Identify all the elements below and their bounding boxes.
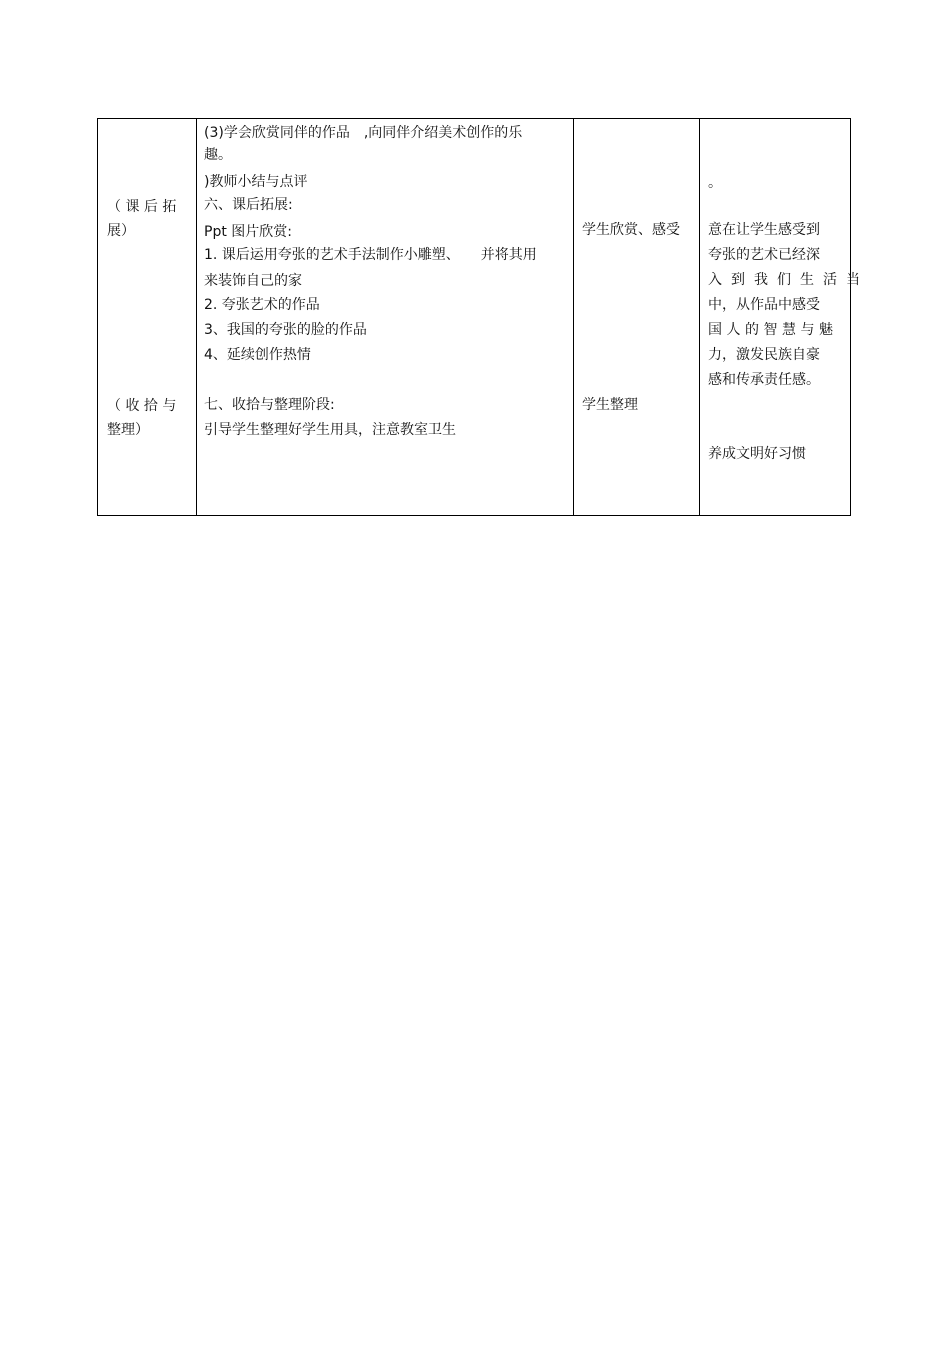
stage-cleanup-line1: （ 收 拾 与 — [107, 398, 177, 414]
intent-line: 入到我们生活当 — [708, 272, 869, 288]
intent-habit: 养成文明好习惯 — [708, 446, 806, 462]
intent-period: 。 — [708, 175, 722, 191]
column-divider — [196, 119, 197, 515]
intent-line: 意在让学生感受到 — [708, 222, 820, 238]
content-line: )教师小结与点评 — [204, 174, 308, 190]
stage-extension-line2: 展） — [107, 223, 135, 239]
content-line: 趣。 — [204, 147, 232, 163]
content-line: 4、延续创作热情 — [204, 347, 311, 363]
stage-extension-line1: （ 课 后 拓 — [107, 199, 177, 215]
intent-line: 感和传承责任感。 — [708, 372, 820, 388]
content-line: 来装饰自己的家 — [204, 273, 302, 289]
intent-line: 力，激发民族自豪 — [708, 347, 820, 363]
content-line: 引导学生整理好学生用具，注意教室卫生 — [204, 422, 456, 438]
lesson-plan-table — [97, 118, 869, 516]
intent-line: 国人的智慧与魅 — [708, 322, 838, 338]
stage-cleanup-line2: 整理） — [107, 422, 149, 438]
column-divider — [573, 119, 574, 515]
intent-line: 夸张的艺术已经深 — [708, 247, 820, 263]
content-line: 3、我国的夸张的脸的作品 — [204, 322, 367, 338]
content-line: Ppt 图片欣赏: — [204, 224, 292, 240]
student-activity-tidy: 学生整理 — [582, 397, 638, 413]
content-line: 1. 课后运用夸张的艺术手法制作小雕塑、 并将其用 — [204, 247, 537, 263]
content-line: (3)学会欣赏同伴的作品 ,向同伴介绍美术创作的乐 — [204, 125, 523, 141]
column-divider — [699, 119, 700, 515]
content-line: 2. 夸张艺术的作品 — [204, 297, 320, 313]
content-line: 七、收拾与整理阶段: — [204, 397, 335, 413]
content-line: 六、课后拓展: — [204, 197, 293, 213]
intent-line: 中，从作品中感受 — [708, 297, 820, 313]
student-activity-appreciate: 学生欣赏、感受 — [582, 222, 680, 238]
